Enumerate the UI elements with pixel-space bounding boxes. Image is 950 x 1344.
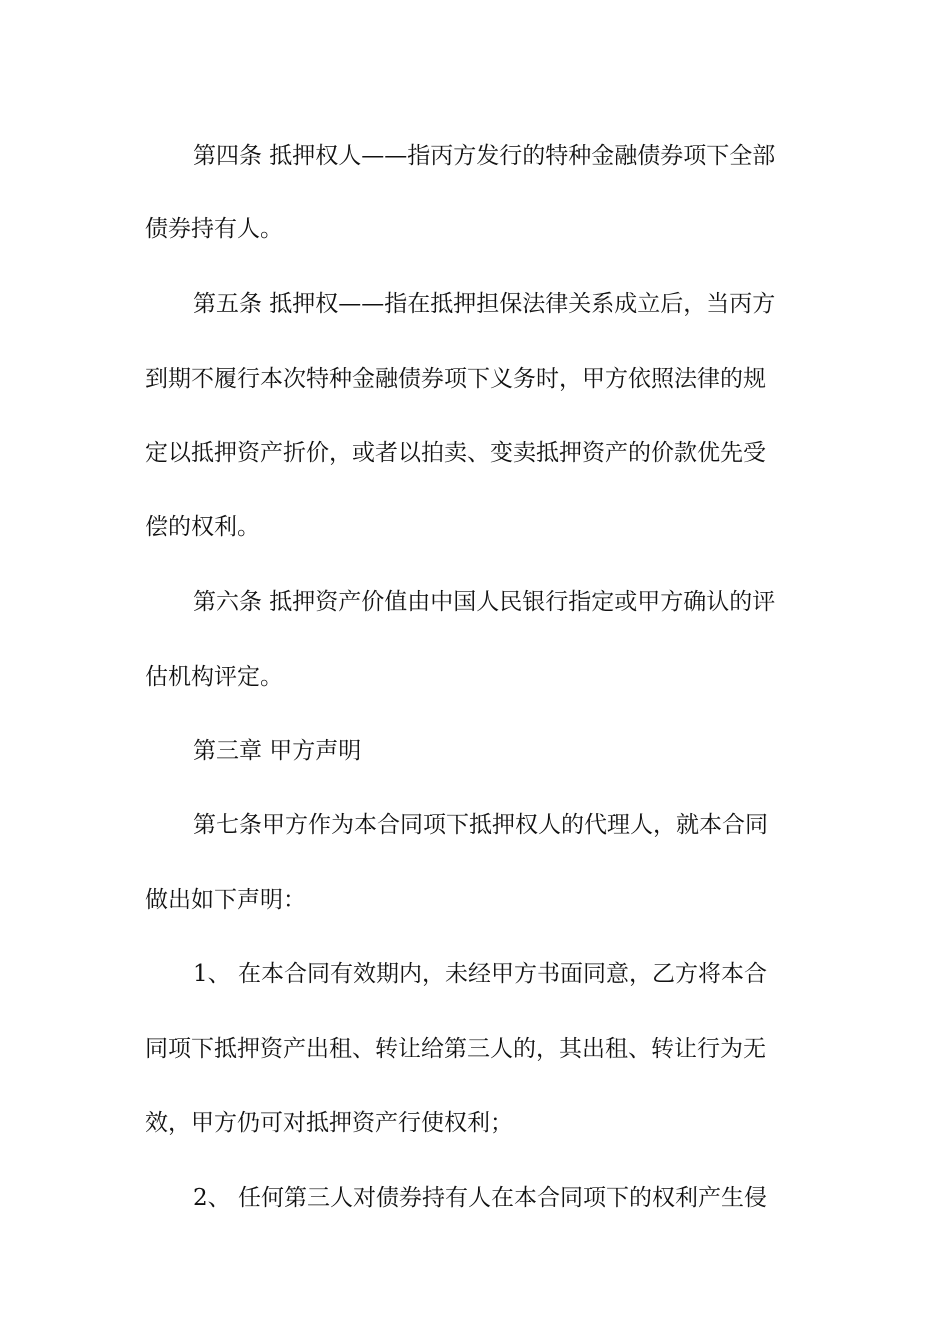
article-5-line-2: 到期不履行本次特种金融债券项下义务时，甲方依照法律的规	[145, 366, 766, 392]
article-5-line-3: 定以抵押资产折价，或者以拍卖、变卖抵押资产的价款优先受	[145, 440, 766, 466]
article-7-line-2: 做出如下声明：	[145, 887, 306, 913]
article-7-line-1: 第七条甲方作为本合同项下抵押权人的代理人，就本合同	[193, 812, 768, 838]
article-6-line-1: 第六条 抵押资产价值由中国人民银行指定或甲方确认的评	[193, 589, 776, 615]
article-5-line-1: 第五条 抵押权——指在抵押担保法律关系成立后，当丙方	[193, 291, 776, 317]
article-6-line-2: 估机构评定。	[145, 664, 283, 690]
chapter-3-heading: 第三章 甲方声明	[193, 738, 362, 764]
item-2-line-1: 2、 任何第三人对债券持有人在本合同项下的权利产生侵	[193, 1185, 767, 1211]
item-1-line-2: 同项下抵押资产出租、转让给第三人的，其出租、转让行为无	[145, 1036, 766, 1062]
article-5-line-4: 偿的权利。	[145, 514, 260, 540]
article-4-line-2: 债券持有人。	[145, 216, 283, 242]
item-1-line-1: 1、 在本合同有效期内，未经甲方书面同意，乙方将本合	[193, 961, 767, 987]
article-4-line-1: 第四条 抵押权人——指丙方发行的特种金融债券项下全部	[193, 143, 776, 169]
item-1-line-3: 效，甲方仍可对抵押资产行使权利；	[145, 1110, 513, 1136]
